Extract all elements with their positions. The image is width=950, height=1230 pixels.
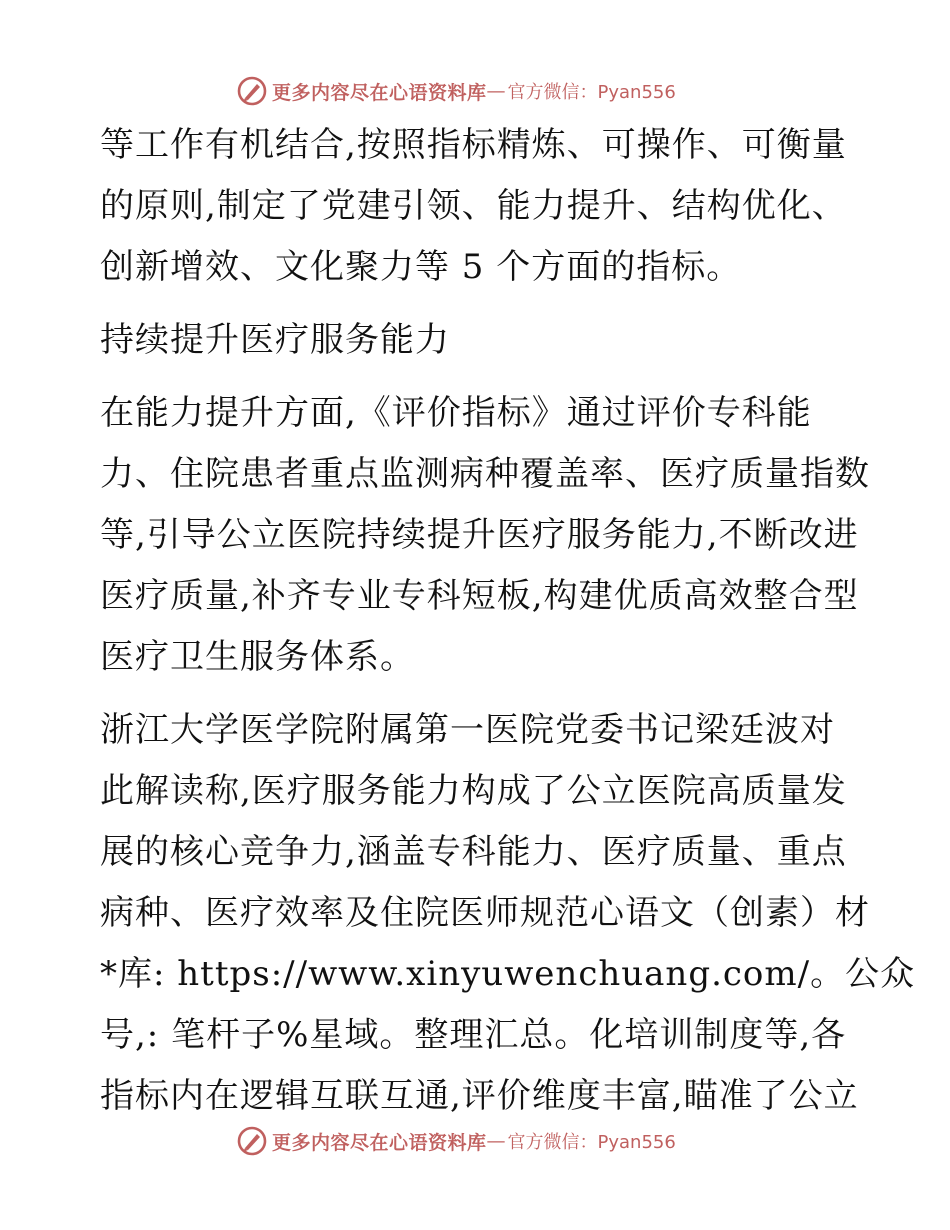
document-body — [100, 115, 916, 1127]
heading-line: 持续提升医疗服务能力 — [100, 320, 450, 360]
text-line: 等工作有机结合,按照指标精炼、可操作、可衡量 — [100, 125, 847, 165]
banner-dash: — — [486, 80, 506, 102]
pen-logo-icon — [236, 1125, 268, 1157]
banner-slogan: 更多内容尽在心语资料库 — [272, 1131, 487, 1154]
text-line: 指标内在逻辑互联互通,评价维度丰富,瞄准了公立 — [100, 1076, 859, 1116]
text-line: 医疗质量,补齐专业专科短板,构建优质高效整合型 — [100, 576, 859, 616]
text-line: 医疗卫生服务体系。 — [100, 637, 415, 677]
footer-banner — [236, 1124, 676, 1158]
text-line: 创新增效、文化聚力等 5 个方面的指标。 — [100, 247, 742, 287]
text-line: 病种、医疗效率及住院医师规范心语文（创素）材 — [100, 893, 870, 933]
banner-wechat: 官方微信：Pyan556 — [507, 82, 676, 103]
paragraph-2 — [100, 383, 870, 688]
text-line: 此解读称,医疗服务能力构成了公立医院高质量发 — [100, 771, 847, 811]
section-heading — [100, 310, 860, 371]
text-line: 等,引导公立医院持续提升医疗服务能力,不断改进 — [100, 515, 859, 555]
text-line: 力、住院患者重点监测病种覆盖率、医疗质量指数 — [100, 454, 870, 494]
text-line: 在能力提升方面,《评价指标》通过评价专科能 — [100, 393, 812, 433]
paragraph-1 — [100, 115, 860, 298]
paragraph-3 — [100, 700, 916, 1127]
banner-wechat: 官方微信：Pyan556 — [507, 1132, 676, 1153]
text-line: *库: https://www.xinyuwenchuang.com/。公众 — [100, 954, 916, 994]
banner-dash: — — [486, 1130, 506, 1152]
text-line: 浙江大学医学院附属第一医院党委书记梁廷波对 — [100, 710, 835, 750]
pen-logo-icon — [236, 75, 268, 107]
header-banner — [236, 74, 676, 108]
text-line: 号,: 笔杆子%星域。整理汇总。化培训制度等,各 — [100, 1015, 847, 1055]
text-line: 的原则,制定了党建引领、能力提升、结构优化、 — [100, 186, 847, 226]
banner-slogan: 更多内容尽在心语资料库 — [272, 81, 487, 104]
text-line: 展的核心竞争力,涵盖专科能力、医疗质量、重点 — [100, 832, 847, 872]
